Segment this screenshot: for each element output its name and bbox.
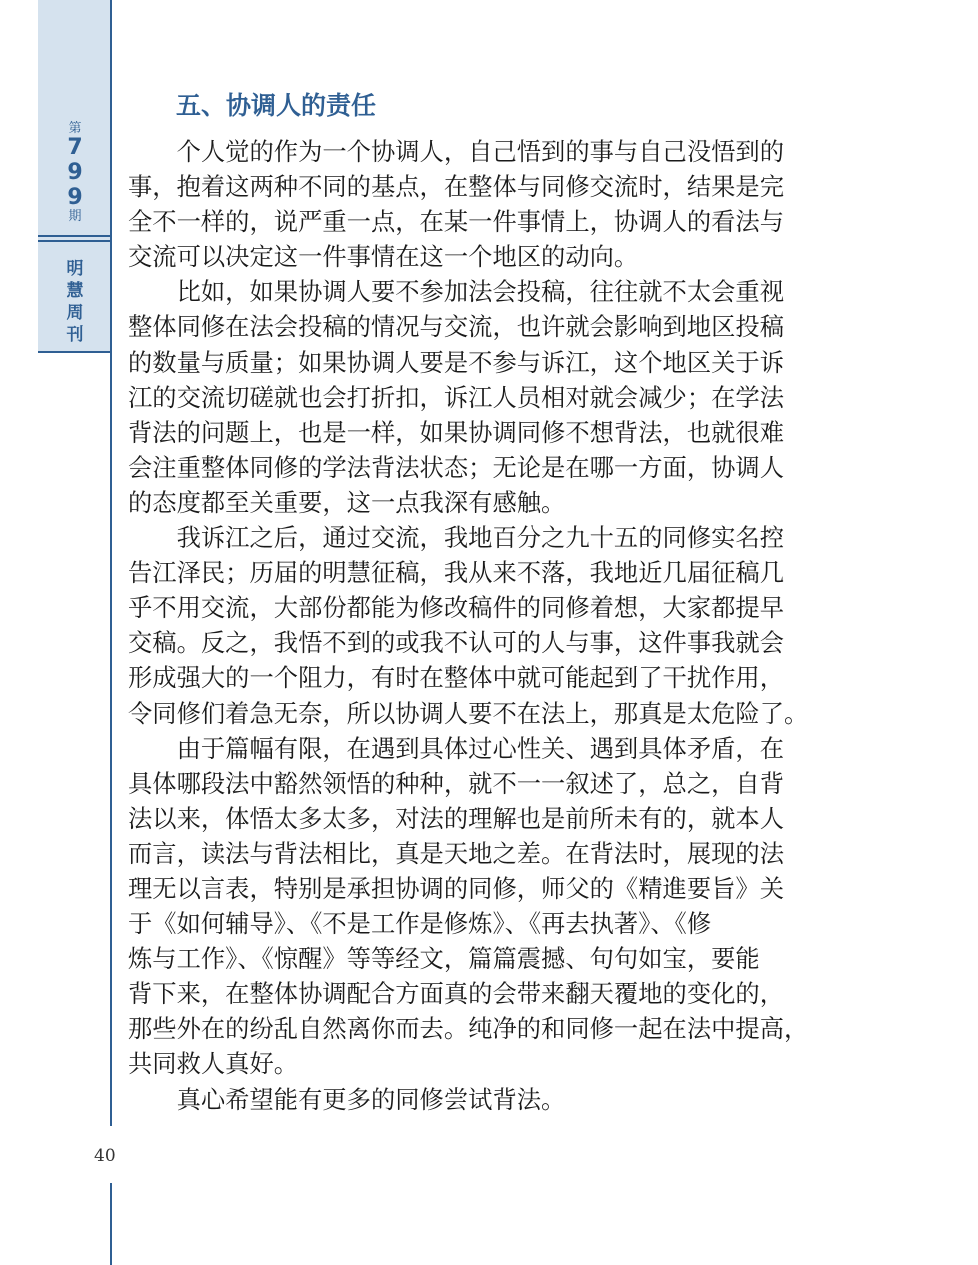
magazine-name xyxy=(38,258,112,346)
text-line: 具体哪段法中豁然领悟的种种，就不一一叙述了，总之，自背 xyxy=(128,768,785,798)
text-line: 的数量与质量；如果协调人要是不参与诉江，这个地区关于诉 xyxy=(128,347,785,377)
text-line: 于《如何辅导》、《不是工作是修炼》、《再去执著》、《修 xyxy=(128,909,712,939)
text-line: 而言，读法与背法相比，真是天地之差。在背法时，展现的法 xyxy=(128,838,785,868)
text-line: 令同修们着急无奈，所以协调人要不在法上，那真是太危险了。 xyxy=(128,698,809,728)
issue-suffix: 期 xyxy=(68,209,82,224)
magazine-char: 慧 xyxy=(66,281,84,301)
issue-prefix: 第 xyxy=(68,121,82,136)
margin-rule-bottom xyxy=(110,1183,112,1265)
text-line: 背下来，在整体协调配合方面真的会带来翻天覆地的变化的， xyxy=(128,979,785,1009)
sidebar-divider xyxy=(38,235,112,237)
text-line: 告江泽民；历届的明慧征稿，我从来不落，我地近几届征稿几 xyxy=(128,558,785,588)
text-line: 真心希望能有更多的同修尝试背法。 xyxy=(176,1084,566,1114)
paragraph xyxy=(128,731,856,1082)
text-line: 由于篇幅有限，在遇到具体过心性关、遇到具体矛盾，在 xyxy=(176,733,785,763)
paragraph xyxy=(128,134,856,274)
text-line: 整体同修在法会投稿的情况与交流，也许就会影响到地区投稿 xyxy=(128,312,785,342)
paragraph xyxy=(128,520,856,731)
text-line: 个人觉的作为一个协调人，自己悟到的事与自己没悟到的 xyxy=(176,137,785,166)
text-line: 的态度都至关重要，这一点我深有感触。 xyxy=(128,487,566,517)
issue-digit: 9 xyxy=(67,160,83,185)
text-line: 比如，如果协调人要不参加法会投稿，往往就不太会重视 xyxy=(176,277,785,307)
sidebar-divider xyxy=(38,240,112,242)
text-line: 理无以言表，特别是承担协调的同修，师父的《精進要旨》关 xyxy=(128,873,785,903)
text-line: 我诉江之后，通过交流，我地百分之九十五的同修实名控 xyxy=(176,523,785,553)
text-line: 交流可以决定这一件事情在这一个地区的动向。 xyxy=(128,242,639,272)
text-line: 交稿。反之，我悟不到的或我不认可的人与事，这件事我就会 xyxy=(128,628,785,658)
text-line: 法以来，体悟太多太多，对法的理解也是前所未有的，就本人 xyxy=(128,803,785,833)
text-line: 江的交流切磋就也会打折扣，诉江人员相对就会减少；在学法 xyxy=(128,382,785,412)
text-line: 背法的问题上，也是一样，如果协调同修不想背法，也就很难 xyxy=(128,417,785,447)
article-body xyxy=(128,134,856,1117)
text-line: 全不一样的，说严重一点，在某一件事情上，协调人的看法与 xyxy=(128,207,785,237)
text-line: 共同救人真好。 xyxy=(128,1049,299,1079)
text-line: 炼与工作》、《惊醒》等等经文，篇篇震撼、句句如宝，要能 xyxy=(128,944,760,974)
text-line: 形成强大的一个阻力，有时在整体中就可能起到了干扰作用， xyxy=(128,663,785,693)
issue-marker xyxy=(38,122,112,223)
magazine-char: 刊 xyxy=(66,325,84,345)
text-line: 那些外在的纷乱自然离你而去。纯净的和同修一起在法中提高， xyxy=(128,1014,809,1044)
sidebar-bottom-rule xyxy=(38,351,112,353)
text-line: 事，抱着这两种不同的基点，在整体与同修交流时，结果是完 xyxy=(128,172,785,202)
section-heading: 五、协调人的责任 xyxy=(176,91,377,120)
magazine-char: 明 xyxy=(66,259,84,279)
page-number: 40 xyxy=(94,1146,116,1166)
magazine-char: 周 xyxy=(66,303,84,323)
issue-digit: 9 xyxy=(67,185,83,210)
paragraph xyxy=(128,1082,856,1117)
issue-digit: 7 xyxy=(67,135,83,160)
text-line: 乎不用交流，大部份都能为修改稿件的同修着想，大家都提早 xyxy=(128,593,785,623)
text-line: 会注重整体同修的学法背法状态；无论是在哪一方面，协调人 xyxy=(128,452,785,482)
paragraph xyxy=(128,274,856,520)
